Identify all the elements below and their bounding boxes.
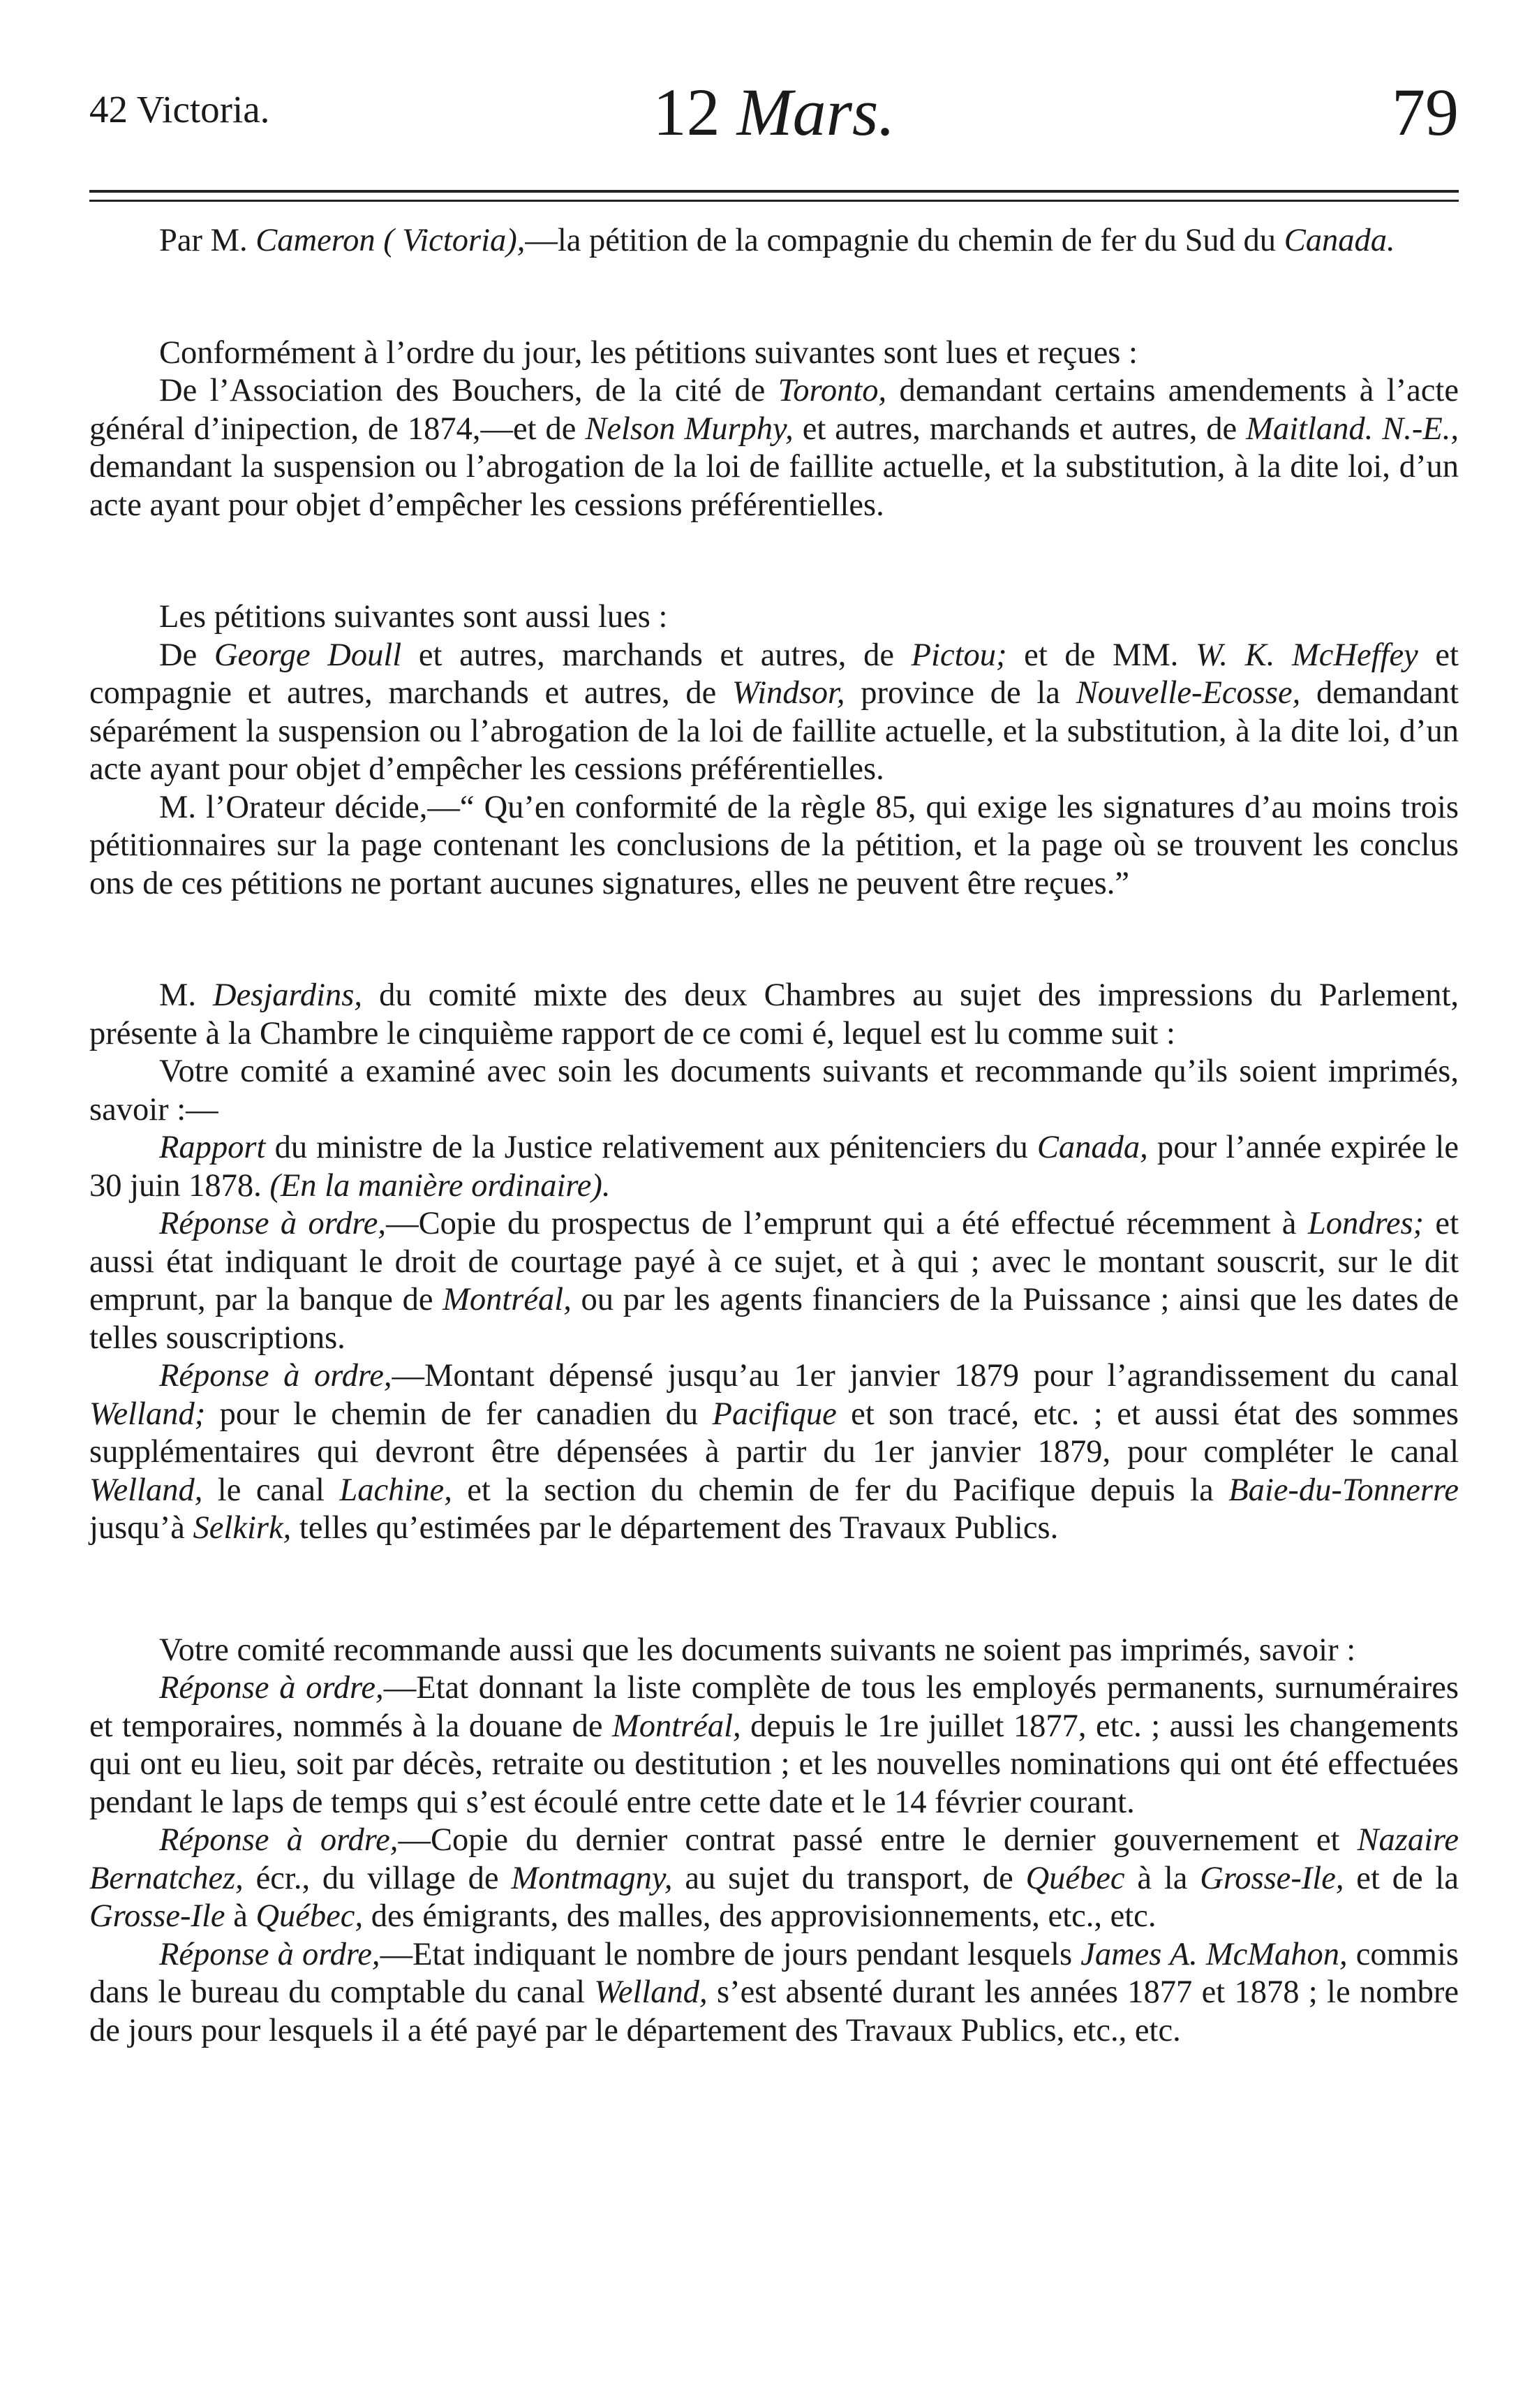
italic-text: Québec,	[255, 1898, 364, 1934]
text-run: —Montant dépensé jusqu’au 1er janvier 1879 pour l’agrandissement du canal	[392, 1358, 1459, 1394]
italic-text: Rapport	[159, 1130, 266, 1165]
italic-text: Canada,	[1036, 1130, 1148, 1165]
italic-text: Montmagny,	[511, 1860, 673, 1896]
italic-text: Pacifique	[712, 1396, 837, 1432]
italic-text: Nouvelle-Ecosse,	[1076, 675, 1301, 711]
text-run: des émigrants, des malles, des approvisionnements, etc., etc.	[363, 1898, 1157, 1934]
paragraph-p8	[89, 1053, 1459, 1129]
italic-text: Réponse à ordre,	[159, 1822, 399, 1858]
text-run: —Copie du dernier contrat passé entre le dernier gouvernement et	[398, 1822, 1358, 1858]
header-volume: 42 Victoria.	[89, 88, 270, 131]
italic-text: George Doull	[214, 637, 402, 673]
header-rule-top	[89, 190, 1459, 193]
text-run: et compagnie et autres, marchands et autres, de	[89, 637, 1459, 711]
italic-text: Montréal,	[611, 1708, 741, 1744]
text-run: s’est absenté durant les années 1877 et 1878 ; le nombre de jours pour lesquels il a été payé par le département des Travaux Publics, etc., etc.	[89, 1974, 1459, 2048]
header-month: Mars.	[736, 75, 895, 149]
italic-text: Canada.	[1284, 223, 1395, 258]
text-run: Votre comité recommande aussi que les documents suivants ne soient pas imprimés, savoir :	[159, 1632, 1356, 1668]
text-run: De	[159, 637, 214, 673]
text-run: pour le chemin de fer canadien du	[205, 1396, 713, 1432]
italic-text: Baie-du-Tonnerre	[1228, 1472, 1459, 1508]
text-run: —la pétition de la compagnie du chemin de fer du Sud du	[525, 223, 1284, 258]
body-text	[89, 222, 1459, 2050]
paragraph-p10	[89, 1205, 1459, 1357]
italic-text: Welland,	[594, 1974, 708, 2010]
italic-text: Québec	[1025, 1860, 1125, 1896]
text-run: au sujet du transport, de	[672, 1860, 1026, 1896]
text-run: écr., du village de	[243, 1860, 512, 1896]
italic-text: Nelson Murphy,	[585, 411, 794, 447]
text-run: Les pétitions suivantes sont aussi lues :	[159, 599, 668, 635]
text-run: —Etat donnant la liste complète de tous les employés permanents, surnuméraires et temporaires, nommés à la douane de	[89, 1670, 1459, 1744]
text-run: Par M.	[159, 223, 256, 258]
text-run: et autres, marchands et autres, de	[793, 411, 1247, 447]
header-date	[89, 73, 1459, 151]
text-run: telles qu’estimées par le département des Travaux Publics.	[291, 1510, 1059, 1546]
paragraph-p2	[89, 334, 1459, 373]
paragraph-p1	[89, 222, 1459, 260]
text-run: demandant la suspension ou l’abrogation de la loi de faillite actuelle, et la substitution, à la dite loi, d’un acte ayant pour objet d’empêcher les cessions préférentielles.	[89, 449, 1459, 523]
italic-text: Grosse-Ile,	[1200, 1860, 1344, 1896]
text-run: et de la	[1344, 1860, 1459, 1896]
italic-text: James A. McMahon,	[1080, 1936, 1348, 1972]
text-run: De l’Association des Bouchers, de la cité de	[159, 373, 778, 408]
italic-text: Montréal,	[443, 1282, 572, 1317]
text-run: jusqu’à	[89, 1510, 193, 1546]
text-run: Votre comité a examiné avec soin les documents suivants et recommande qu’ils soient imprimés, savoir :—	[89, 1054, 1459, 1128]
header-rule-bottom	[89, 200, 1459, 202]
italic-text: Desjardins,	[213, 977, 363, 1013]
italic-text: (En la manière ordinaire).	[269, 1167, 611, 1204]
paragraph-p15	[89, 1936, 1459, 2051]
text-run: —Copie du prospectus de l’emprunt qui a été effectué récemment à	[386, 1206, 1308, 1241]
header-day: 12	[653, 75, 720, 149]
text-run: ou par les agents financiers de la Puissance ; ainsi que les dates de telles souscriptions.	[89, 1282, 1459, 1356]
italic-text: Grosse-Ile	[89, 1898, 225, 1934]
italic-text: Réponse à ordre,	[159, 1936, 380, 1972]
italic-text: W. K. McHeffey	[1195, 637, 1418, 673]
text-run: province de la	[845, 675, 1076, 711]
italic-text: Lachine,	[339, 1472, 452, 1508]
text-run: et son tracé, etc. ; et aussi état des sommes supplémentaires qui devront être dépensées à partir du 1er janvier 1879, pour compléter le canal	[89, 1396, 1459, 1470]
italic-text: Selkirk,	[193, 1510, 292, 1546]
italic-text: Londres;	[1307, 1206, 1425, 1241]
text-run: depuis le 1re juillet 1877, etc. ; aussi les changements qui ont eu lieu, soit par décès, retraite ou destitution ; et les nouvelles nominations qui ont été effectuées pendant le laps de temps qui s’est écoulé entre cette date et le 14 février courant.	[89, 1708, 1459, 1820]
running-header	[89, 73, 1459, 157]
text-run: M.	[159, 977, 214, 1013]
text-run: du comité mixte des deux Chambres au sujet des impressions du Parlement, présente à la Chambre le cinquième rapport de ce comi é, lequel est lu comme suit :	[89, 977, 1459, 1051]
italic-text: Toronto,	[778, 373, 887, 408]
text-run: demandant certains amendements à l’acte général d’inipection, de 1874,—et de	[89, 373, 1459, 447]
text-run: et de MM.	[1006, 637, 1196, 673]
paragraph-p12	[89, 1632, 1459, 1670]
italic-text: Réponse à ordre,	[159, 1206, 387, 1241]
text-run: le canal	[202, 1472, 340, 1508]
italic-text: Réponse à ordre,	[159, 1670, 384, 1706]
paragraph-p13	[89, 1669, 1459, 1822]
text-run: —Etat indiquant le nombre de jours pendant lesquels	[380, 1936, 1081, 1972]
text-run: M. l’Orateur décide,—“ Qu’en conformité de la règle 85, qui exige les signatures d’au moins trois pétitionnaires sur la page contenant les conclusions de la pétition, et la page où se trouvent les conclus ons de ces pétitions ne portant aucunes signatures, elles ne peuvent être reçues.”	[89, 789, 1459, 901]
text-run: Conformément à l’ordre du jour, les pétitions suivantes sont lues et reçues :	[159, 334, 1138, 371]
text-run: pour l’année expirée le 30 juin 1878.	[89, 1130, 1459, 1204]
text-run: et autres, marchands et autres, de	[401, 637, 912, 673]
text-run: à	[225, 1898, 256, 1934]
italic-text: Cameron ( Victoria),	[255, 223, 526, 258]
paragraph-p9	[89, 1129, 1459, 1205]
italic-text: Welland,	[89, 1472, 203, 1508]
paragraph-p11	[89, 1357, 1459, 1548]
text-run: demandant séparément la suspension ou l’abrogation de la loi de faillite actuelle, et la substitution, à la dite loi, d’un acte ayant pour objet d’empêcher les cessions préférentielles.	[89, 675, 1459, 787]
paragraph-p14	[89, 1822, 1459, 1936]
italic-text: Maitland. N.-E.,	[1246, 411, 1459, 447]
italic-text: Welland;	[89, 1396, 206, 1432]
text-run: du ministre de la Justice relativement aux pénitenciers du	[265, 1130, 1037, 1165]
page-number: 79	[1392, 75, 1459, 149]
paragraph-p4	[89, 598, 1459, 637]
italic-text: Pictou;	[911, 637, 1007, 673]
italic-text: Nazaire Bernatchez,	[89, 1822, 1459, 1896]
paragraph-p5	[89, 637, 1459, 789]
text-run: à la	[1124, 1860, 1200, 1896]
paragraph-p6	[89, 789, 1459, 903]
italic-text: Réponse à ordre,	[159, 1358, 392, 1394]
text-run: commis dans le bureau du comptable du canal	[89, 1936, 1459, 2010]
italic-text: Windsor,	[732, 675, 845, 711]
text-run: et la section du chemin de fer du Pacifique depuis la	[452, 1472, 1229, 1508]
paragraph-p7	[89, 977, 1459, 1053]
text-run: et aussi état indiquant le droit de courtage payé à ce sujet, et à qui ; avec le montant souscrit, sur le dit emprunt, par la banque de	[89, 1206, 1459, 1317]
paragraph-p3	[89, 372, 1459, 524]
